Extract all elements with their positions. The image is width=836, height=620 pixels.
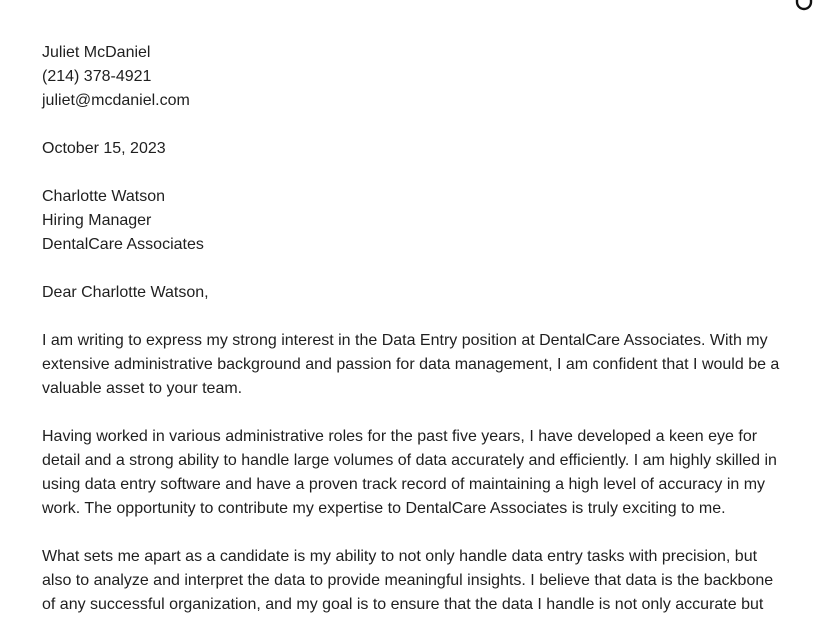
recipient-title: Hiring Manager: [42, 212, 152, 229]
letter-body: [42, 41, 798, 620]
recipient-name: Charlotte Watson: [42, 188, 166, 205]
paragraph-1: [42, 329, 798, 401]
paragraph-line: also to analyze and interpret the data to provide meaningful insights. I believe that data is the backbone: [42, 572, 774, 589]
date-block: [42, 137, 798, 161]
paragraph-3: [42, 545, 798, 617]
paragraph-line: What sets me apart as a candidate is my ability to not only handle data entry tasks with precision, but: [42, 548, 758, 565]
paragraph-line: work. The opportunity to contribute my expertise to DentalCare Associates is truly exciting to me.: [42, 500, 726, 517]
letter-date: October 15, 2023: [42, 140, 166, 157]
paragraph-line: using data entry software and have a proven track record of maintaining a high level of accuracy in my: [42, 476, 766, 493]
paragraph-line: detail and a strong ability to handle large volumes of data accurately and efficiently. I am highly skilled in: [42, 452, 777, 469]
paragraph-line: of any successful organization, and my goal is to ensure that the data I handle is not only accurate but: [42, 596, 764, 613]
sender-email: juliet@mcdaniel.com: [42, 92, 190, 109]
paragraph-2: [42, 425, 798, 521]
recipient-company: DentalCare Associates: [42, 236, 204, 253]
salutation: Dear Charlotte Watson,: [42, 284, 209, 301]
paragraph-line: valuable asset to your team.: [42, 380, 243, 397]
sender-block: [42, 41, 798, 113]
paragraph-line: extensive administrative background and passion for data management, I am confident that I would be a: [42, 356, 780, 373]
paragraph-line: I am writing to express my strong interest in the Data Entry position at DentalCare Associates. With my: [42, 332, 768, 349]
sender-phone: (214) 378-4921: [42, 68, 152, 85]
partial-circle-icon: [794, 0, 814, 14]
paragraph-line: Having worked in various administrative roles for the past five years, I have developed a keen eye for: [42, 428, 758, 445]
recipient-block: [42, 185, 798, 257]
salutation-block: [42, 281, 798, 305]
sender-name: Juliet McDaniel: [42, 44, 151, 61]
